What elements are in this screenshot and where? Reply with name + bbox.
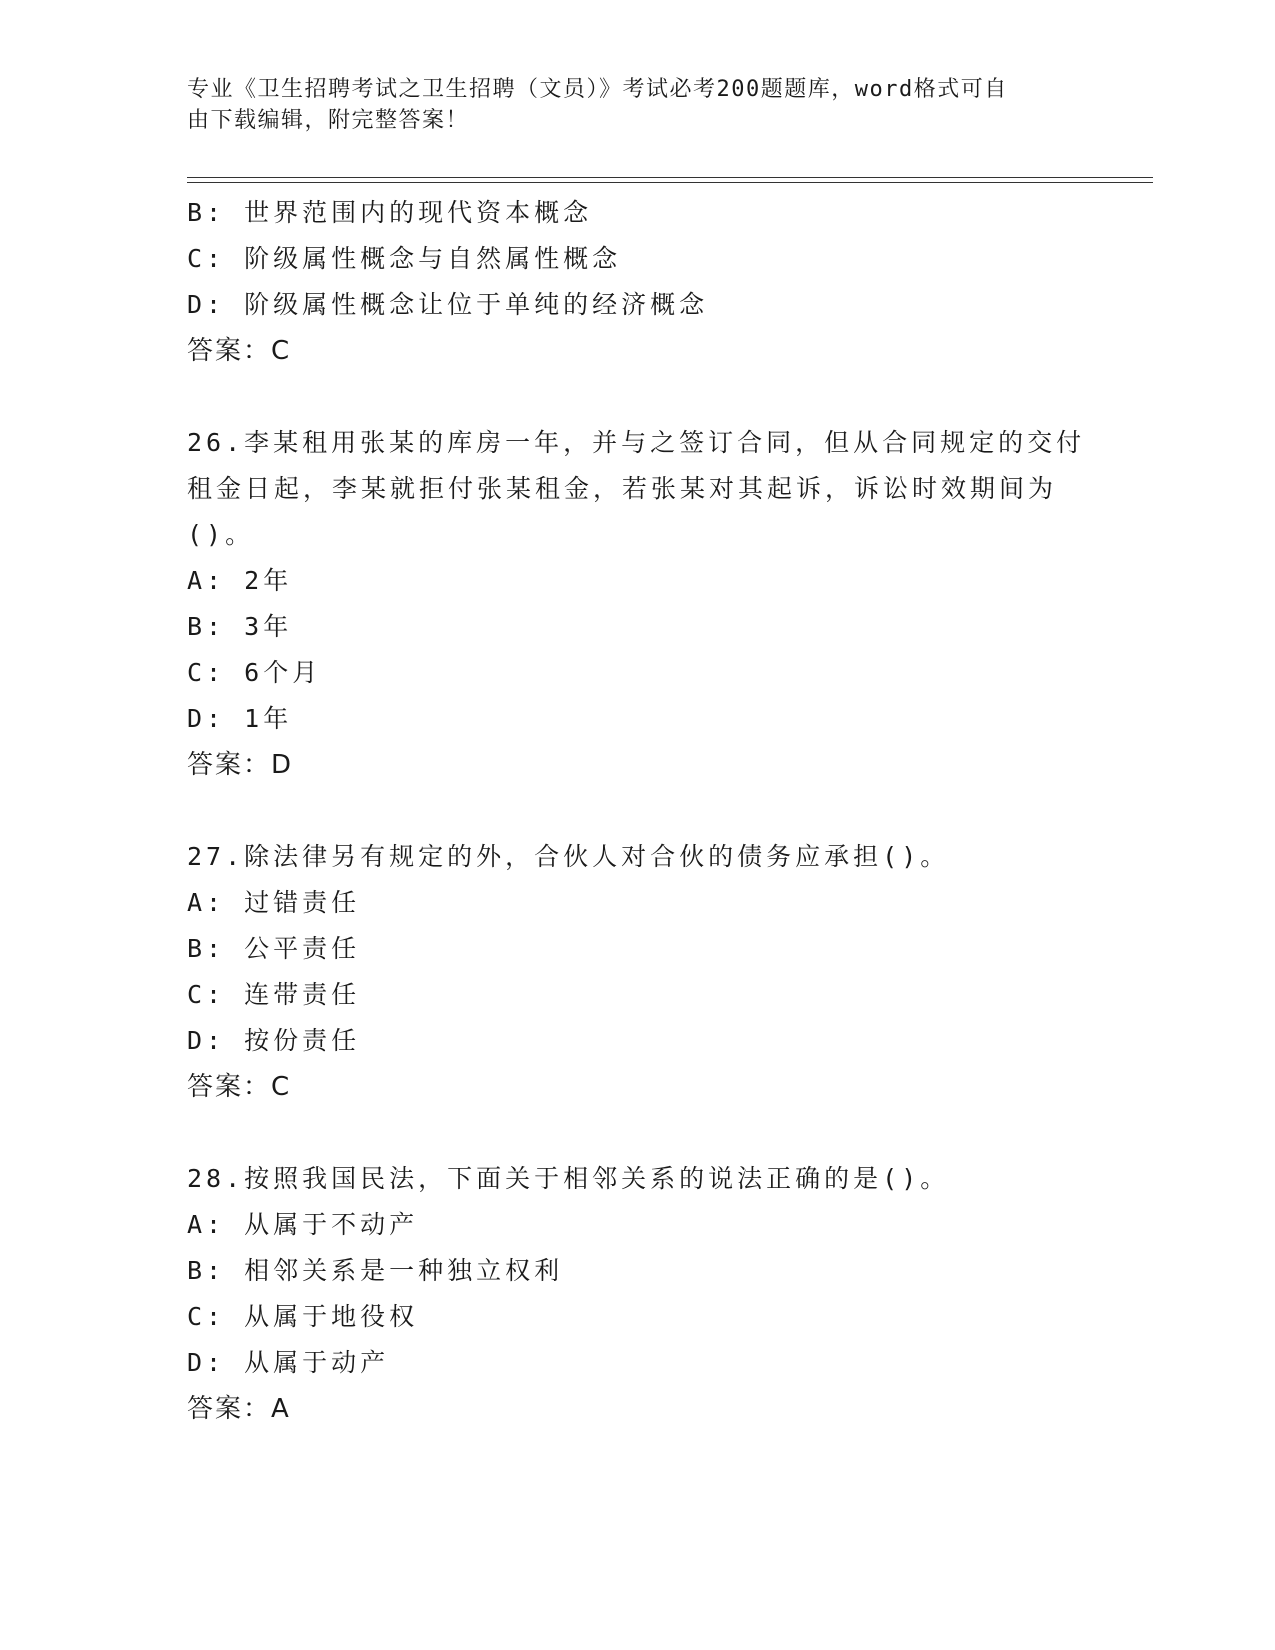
spacer — [187, 374, 1087, 420]
option-a: A: 从属于不动产 — [187, 1210, 419, 1239]
question-26 — [187, 420, 1087, 788]
answer: 答案：C — [187, 336, 292, 366]
option-b: B: 世界范围内的现代资本概念 — [187, 198, 593, 227]
option-d: D: 从属于动产 — [187, 1348, 390, 1377]
option-c: C: 6个月 — [187, 658, 322, 687]
option-b: B: 公平责任 — [187, 934, 361, 963]
question-stem: 28.按照我国民法，下面关于相邻关系的说法正确的是()。 — [187, 1164, 950, 1193]
question-content — [187, 190, 1087, 1432]
answer: 答案：C — [187, 1072, 292, 1102]
header-line-1: 专业《卫生招聘考试之卫生招聘（文员）》考试必考200题题库，word格式可自 — [187, 77, 1008, 102]
answer: 答案：A — [187, 1394, 291, 1424]
option-c: C: 阶级属性概念与自然属性概念 — [187, 244, 622, 273]
question-27 — [187, 834, 1087, 1110]
header-line-2: 由下载编辑，附完整答案！ — [187, 108, 470, 133]
option-c: C: 连带责任 — [187, 980, 361, 1009]
document-header — [187, 74, 1067, 136]
option-d: D: 1年 — [187, 704, 293, 733]
option-d: D: 阶级属性概念让位于单纯的经济概念 — [187, 290, 709, 319]
answer: 答案：D — [187, 750, 294, 780]
option-d: D: 按份责任 — [187, 1026, 361, 1055]
spacer — [187, 788, 1087, 834]
question-stem: ()。 — [187, 520, 255, 549]
spacer — [187, 1110, 1087, 1156]
option-a: A: 过错责任 — [187, 888, 361, 917]
question-stem: 27.除法律另有规定的外，合伙人对合伙的债务应承担()。 — [187, 842, 950, 871]
question-stem: 26.李某租用张某的库房一年，并与之签订合同，但从合同规定的交付 — [187, 428, 1086, 457]
option-c: C: 从属于地役权 — [187, 1302, 419, 1331]
header-divider-bottom — [187, 182, 1153, 183]
option-b: B: 3年 — [187, 612, 293, 641]
option-a: A: 2年 — [187, 566, 293, 595]
header-divider-top — [187, 177, 1153, 178]
question-25-continued — [187, 190, 1087, 374]
question-stem: 租金日起，李某就拒付张某租金，若张某对其起诉，诉讼时效期间为 — [187, 474, 1058, 503]
option-b: B: 相邻关系是一种独立权利 — [187, 1256, 564, 1285]
question-28 — [187, 1156, 1087, 1432]
